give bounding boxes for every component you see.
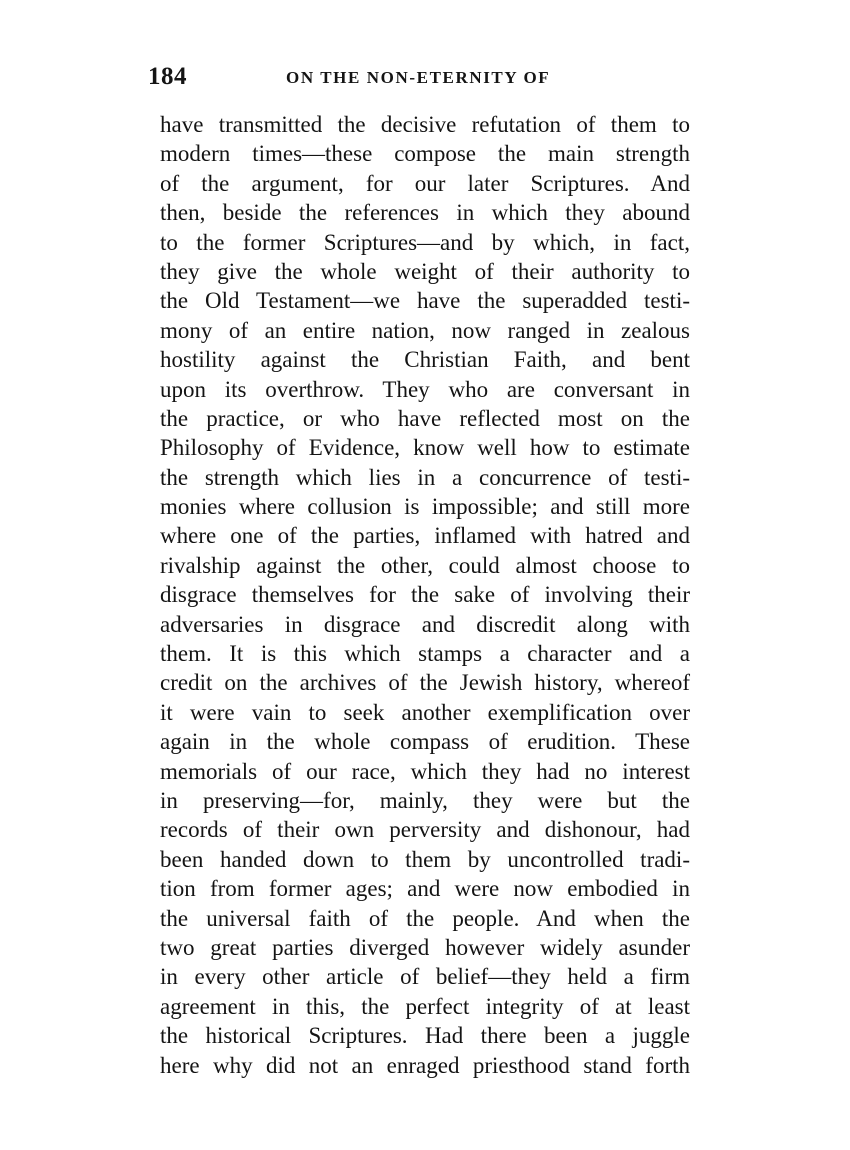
text-line: where one of the parties, inflamed with hatred and xyxy=(160,523,690,549)
text-line: memorials of our race, which they had no interest xyxy=(160,758,690,784)
running-title: ON THE NON-ETERNITY OF xyxy=(286,68,551,87)
text-line: to the former Scriptures—and by which, in fact, xyxy=(160,229,690,255)
text-line: disgrace themselves for the sake of involving their xyxy=(160,582,690,608)
text-line: two great parties diverged however widely asunder xyxy=(160,934,690,960)
text-line: of the argument, for our later Scriptures. And xyxy=(160,170,690,196)
text-line: mony of an entire nation, now ranged in zealous xyxy=(160,317,690,343)
text-line: the universal faith of the people. And when the xyxy=(160,905,690,931)
text-line: tion from former ages; and were now embodied in xyxy=(160,876,690,902)
text-line: in preserving—for, mainly, they were but the xyxy=(160,787,690,813)
text-line: again in the whole compass of erudition. These xyxy=(160,729,690,755)
text-line: adversaries in disgrace and discredit along with xyxy=(160,611,690,637)
text-line: agreement in this, the perfect integrity of at least xyxy=(160,993,690,1019)
text-line: here why did not an enraged priesthood stand forth xyxy=(160,1052,690,1078)
text-line: credit on the archives of the Jewish history, whereof xyxy=(160,670,690,696)
text-line: they give the whole weight of their authority to xyxy=(160,258,690,284)
text-line: then, beside the references in which they abound xyxy=(160,200,690,226)
text-line: them. It is this which stamps a character and a xyxy=(160,641,690,667)
text-line: rivalship against the other, could almost choose to xyxy=(160,552,690,578)
text-line: hostility against the Christian Faith, and bent xyxy=(160,347,690,373)
text-line: upon its overthrow. They who are conversant in xyxy=(160,376,690,402)
text-line: the practice, or who have reflected most on the xyxy=(160,405,690,431)
running-head xyxy=(148,62,708,92)
text-line: it were vain to seek another exemplification over xyxy=(160,699,690,725)
text-line: the strength which lies in a concurrence of testi- xyxy=(160,464,690,490)
text-line: in every other article of belief—they held a firm xyxy=(160,964,690,990)
text-line: the Old Testament—we have the superadded testi- xyxy=(160,288,690,314)
text-line: the historical Scriptures. Had there been a juggle xyxy=(160,1023,690,1049)
text-line: Philosophy of Evidence, know well how to estimate xyxy=(160,435,690,461)
text-line: monies where collusion is impossible; and still more xyxy=(160,494,690,520)
text-line: have transmitted the decisive refutation of them to xyxy=(160,112,690,137)
page-number: 184 xyxy=(148,63,187,90)
text-line: modern times—these compose the main strength xyxy=(160,141,690,167)
text-line: been handed down to them by uncontrolled tradi- xyxy=(160,846,690,872)
body-text xyxy=(160,110,690,1080)
text-line: records of their own perversity and dishonour, had xyxy=(160,817,690,843)
